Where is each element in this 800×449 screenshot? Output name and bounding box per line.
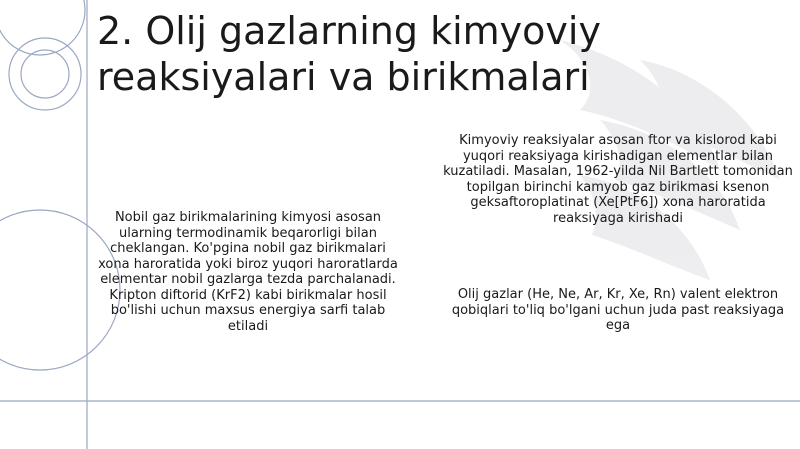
- middle-circle-inner: [21, 50, 69, 98]
- slide-title: 2. Olij gazlarning kimyoviy reaksiyalari va birikmalari: [97, 9, 601, 99]
- left-paragraph: Nobil gaz birikmalarining kimyosi asosan ularning termodinamik beqarorligi bilan cheklangan. Ko'pgina nobil gaz birikmalari xona haroratida yoki biroz yuqori haroratlarda elementar nobil gazlarga tezda parchalanadi. Kripton diftorid (KrF2) kabi birikmalar hosil bo'lishi uchun maxsus energiya sarfi talab etiladi: [98, 210, 398, 334]
- right-top-paragraph: Kimyoviy reaksiyalar asosan ftor va kislorod kabi yuqori reaksiyaga kirishadigan elementlar bilan kuzatiladi. Masalan, 1962-yilda Nil Bartlett tomonidan topilgan birinchi kamyob gaz birikmasi ksenon geksaftoroplatinat (Xe[PtF6]) xona haroratida reaksiyaga kirishadi: [443, 133, 793, 226]
- top-circle-outer: [0, 0, 85, 55]
- right-bottom-paragraph: Olij gazlar (He, Ne, Ar, Kr, Xe, Rn) valent elektron qobiqlari to'liq bo'lgani uchun juda past reaksiyaga ega: [451, 287, 785, 333]
- middle-circle-outer: [9, 38, 81, 110]
